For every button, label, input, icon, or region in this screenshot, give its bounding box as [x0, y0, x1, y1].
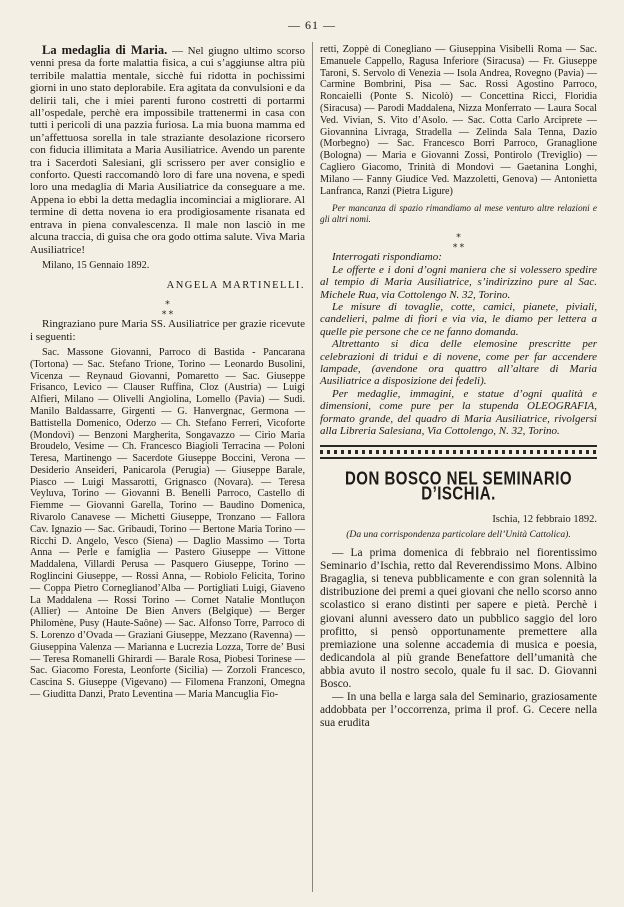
thanks-intro: Ringraziano pure Maria SS. Ausiliatrice per grazie ricevute i seguenti:: [30, 318, 305, 343]
decorative-border: [320, 445, 597, 459]
article-source: (Da una corrispondenza particolare dell’Unità Cattolica).: [346, 528, 571, 540]
report-body: — Nel giugno ultimo scorso venni presa da forte malattia fisica, a cui s’aggiunse altra più terribile malattia mentale, sicchè fui ridotta in pochissimi giorni in uno stato deplorabile. Era agitata da convulsioni e da delirii tali, che i miei parenti furono costretti di portarmi all’ospedale, perchè era impossibile trattenermi in casa con tutti i pericoli di una pazzia furiosa. La mia buona mamma ed un’affettuosa sorella in tale straziante desolazione ricorsero con fiducia illimitata a Maria Ausiliatrice. Avendo un parente tra i Sacerdoti Salesiani, gli scrissero per aver consiglio e conforto. Questi raccomandò loro di fare una novena, e spedì loro una medaglia di Maria Ausiliatrice da conseguare a me. Appena io ebbi la detta medaglia incominciai a migliorare. Al termine di detta novena io era prodigiosamente risanata ed entrava in piena convalescenza. Il male non lasciò in me alcuna traccia, di guisa che ora godo ottima salute. Viva Maria Ausiliatrice!: [30, 45, 305, 256]
article-paragraph: — La prima domenica di febbraio nel fiorentissimo Seminario d’Ischia, retto dal Reverendissimo Mons. Albino Bragaglia, si teneva pubblicamente e con gran solennità la distribuzione dei premi a quei giovani che nello scorso anno scolastico si erano distinti per sapere e pietà. Perchè i giovani alunni avessero dato un pubblico saggio del loro profitto, si pensò opportunamente premettere alla premiazione una solenne accademia di musica e poesia, dedicandola al più grande Benefattore dell’umanità che abbia avuto il nostro secolo, quale fu il sac. D. Giovanni Bosco.: [320, 547, 597, 691]
thanks-list: Sac. Massone Giovanni, Parroco di Bastida - Pancarana (Tortona) — Sac. Stefano Trione, Torino — Leonardo Busolini, Vicenza — Reynaud Giovanni, Pomaretto — Sac. Giuseppe Frisanco, Levico — Clauser Ruffina, Cloz (Austria) — Luigi Alfieri, Milano — Olivelli Angiolina, Lomello (Pavia) — Sudi. Manilo Baldassarre, Girgenti — G. Hanvergnac, Germona — Battistella Domenico, Oderzo — Ch. Stefano Ferreri, Vicoforte (Mondovì) — Benzoni Margherita, Songavazzo — Cirio Maria Broudelo, Vesime — Ch. Francesco Biagioli Terracina — Poloni Teresa, Martinengo — Sacerdote Giuseppe Boccini, Verona — Desiderio Anseideri, Panicarola (Perugia) — Giuseppe Barale, Piasco — Luigi Massarotti, Grignasco (Novara). — Teresa Veyluva, Torino — Giovanni B. Benelli Parroco, Castello di Fiemme — Giovanni Garella, Torino — Baudino Domenica, Rivarolo Canavese — Michetti Giuseppe, Tronzano — Fallora Cav. Ignazio — Sac. Gribaudi, Torino — Bertone Maria Torino — Ricchi D. Angelo, Vesco (Siena) — Daglio Massimo — Torta Anna — Perle e famiglia — Pastero Giuseppe — Vittone Maddalena, Villardi Perusa — Pasquero Giuseppe, Torino — Roglincini Giuseppe, — Rossi Anna, — Robiolo Felicita, Torino — Coppa Pietro Corneglianod’Alba — Portigliati Luigi, Giaveno La Maddalena — Rossi Torino — Cornet Natalie Montluçon (Allier) — Antoine De Bien Anvers (Belgique) — Berger Philomène, Pusy (Haute-Saône) — Sac. Alfonso Torre, Parroco di S. Lorenzo d’Ovada — Graziani Giuseppe, Mezzano (Ravenna) — Giuseppina Valenza — Marianna e Lucrezia Lozza, Torre de’ Busi — Teresa Romanelli Ghirardi — Barale Rosa, Piobesi Torinese — Sac. Giacomo Foresta, Leonforte (Sicilia) — Zorzoli Francesco, Cascina S. Giuseppe (Vigevano) — Filomena Franzoni, Omegna — Giuditta Danzi, Prato Leventina — Maria Mancuglia Fio-: [30, 346, 305, 701]
report-headline: La medaglia di Maria.: [42, 43, 168, 57]
notice-title: Interrogati rispondiamo:: [332, 251, 442, 264]
grace-report: [30, 44, 305, 256]
thanks-list-continued: retti, Zoppè di Conegliano — Giuseppina Visibelli Roma — Sac. Emanuele Cappello, Ragusa Inferiore (Siracusa) — Fr. Giuseppe Taroni, S. Servolo di Venezia — Isola Andrea, Rovegno (Pavia) — Carmine Bombrini, Pisa — Sac. Rossi Agostino Parroco, Roncaielli (Ponte S. Nicolò) — Concettina Ricci, Floridia (Siracusa) — Parodi Maddalena, Nizza Monferrato — Laura Socal Ved. Vivian, S. Vito d’Asolo. — Sac. Cotta Carlo Arciprete — Giovannina Livraga, Stradella — Zelinda Sala Tenna, Dazio (Morbegno) — Sac. Francesco Borri Parroco, Granaglione (Bologna) — Maria e Giovanni Zossi, Pontirolo (Treviglio) — Cagliero Giacomo, Trinità di Mondovì — Gaetanina Longhi, Milano — Fanny Giudice Ved. Mazzoletti, Genova) — Antonietta Lanfranca, Ranzi (Pietra Ligure): [320, 44, 597, 197]
article-paragraph: — In una bella e larga sala del Seminario, graziosamente addobbata per l’occorrenza, prima il prof. G. Cecere nella sua erudita: [320, 691, 597, 730]
notice-paragraph: Le offerte e i doni d’ogni maniera che si volessero spedire al tempio di Maria Ausiliatrice, s’indirizzino pure al Sac. Michele Rua, via Cottolengo N. 32, Torino.: [320, 263, 597, 301]
right-column: [320, 44, 597, 730]
page-number: — 61 —: [288, 18, 336, 32]
left-column: [30, 44, 305, 701]
notice-paragraph: Le misure di tovaglie, cotte, camici, pianete, piviali, candelieri, palme di fiori e via via, le diamo per lettera a quelle pie persone che ce ne fanno domanda.: [320, 300, 597, 338]
space-note: Per mancanza di spazio rimandiamo al mese venturo altre relazioni e gli altri nomi.: [320, 203, 597, 225]
article-title: DON BOSCO NEL SEMINARIO D’ISCHIA.: [344, 468, 573, 506]
asterism: ⁎ ⁎ ⁎: [161, 296, 174, 317]
article-date: Ischia, 12 febbraio 1892.: [492, 514, 597, 526]
column-divider: [312, 42, 313, 892]
notice-paragraph: Per medaglie, immagini, e statue d’ogni qualità e dimensioni, come pure per la stupenda OLEOGRAFIA, formato grande, del quadro di Maria Ausiliatrice, rivolgersi alla Libreria Salesiana, Via Cottolengo, N. 32, Torino.: [320, 387, 597, 438]
asterism: ⁎ ⁎ ⁎: [452, 229, 465, 250]
notice-paragraph: Altrettanto si dica delle elemosine prescritte per celebrazioni di tridui e di novene, come per far accendere lampade, (avendone ora quattro all’altare di Maria Ausiliatrice a disposizione dei fedeli).: [320, 338, 597, 388]
report-date: Milano, 15 Gennaio 1892.: [42, 259, 150, 271]
report-signature: ANGELA MARTINELLI.: [166, 279, 305, 291]
